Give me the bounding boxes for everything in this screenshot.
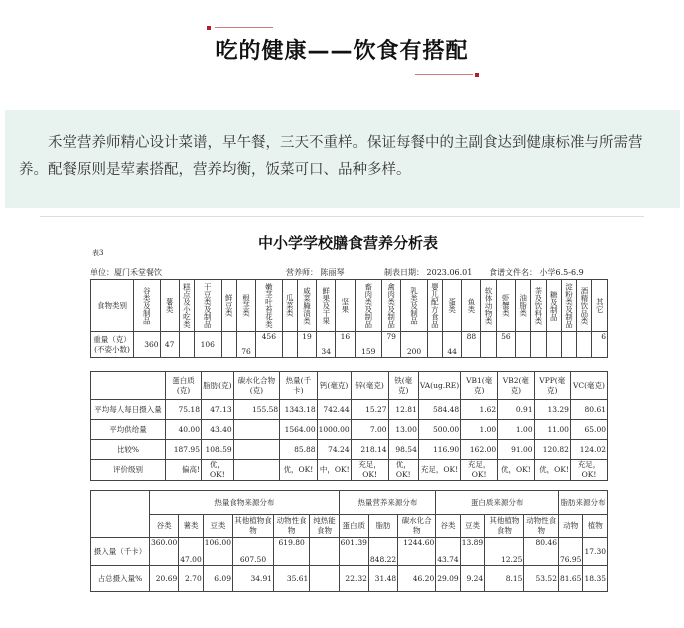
table-header-cell: 淀粉类及制品: [561, 280, 576, 332]
table-row: [91, 372, 608, 400]
table-cell: 40.00: [166, 420, 202, 440]
table-row: [91, 566, 608, 592]
table-header-cell: 脂肪(克): [201, 372, 233, 400]
table-cell: 607.50: [232, 538, 273, 566]
recipe-label: 食谱文件名： 小学6.5-6.9: [489, 268, 584, 277]
table-cell: 22.32: [339, 566, 368, 592]
table-row: [91, 491, 608, 515]
table-cell: [577, 332, 592, 358]
table-cell: 充足，OK!: [461, 460, 498, 481]
table-header-cell: 虾蟹类: [496, 280, 515, 332]
table-header-cell: 茶及饮料类: [531, 280, 546, 332]
table-cell: 81.65: [558, 566, 582, 592]
table-header-cell: 酒精饮品类: [577, 280, 592, 332]
table-cell: 优，OK!: [388, 460, 418, 481]
table-cell: 13.89: [460, 538, 484, 566]
nutrition-document: [88, 222, 608, 622]
table-header-cell: VA(ug.RE): [418, 372, 460, 400]
table-cell: [561, 332, 576, 358]
table-header-cell: 根茎类: [236, 280, 255, 332]
table-header-cell: 碳水化合物(克): [233, 372, 280, 400]
table-cell: 162.00: [461, 440, 498, 460]
table-cell: [282, 332, 297, 358]
table-cell: 108.59: [201, 440, 233, 460]
row-label: 平均每人每日摄入量: [91, 400, 166, 420]
table-cell: 200: [401, 332, 428, 358]
table-cell: 8.15: [485, 566, 524, 592]
table-row: [91, 280, 608, 332]
table-cell: 1000.00: [317, 420, 351, 440]
table-cell: 34: [317, 332, 336, 358]
group-header: 脂肪来源分布: [558, 491, 607, 515]
decor-line: [215, 27, 273, 28]
decor-mark: [475, 73, 479, 77]
table-header-cell: 油脂类: [515, 280, 530, 332]
table-row: [91, 332, 608, 358]
table-header-cell: 动物性食物: [274, 515, 310, 538]
table-cell: 6: [592, 332, 608, 358]
table-row: [91, 420, 608, 440]
table-row: [91, 515, 608, 538]
table-header-cell: 谷类及制品: [134, 280, 161, 332]
nutrient-table: [90, 371, 608, 481]
table-cell: 116.90: [418, 440, 460, 460]
table-header-cell: 鱼类: [462, 280, 481, 332]
table-cell: 80.61: [570, 400, 607, 420]
table-cell: 500.00: [418, 420, 460, 440]
table-header-cell: 软体动物类: [481, 280, 496, 332]
table-header-cell: VPP(毫克): [534, 372, 570, 400]
unit-label: 单位：厦门禾堂餐饮: [90, 268, 162, 277]
document-title: 中小学学校膳食营养分析表: [257, 234, 438, 252]
table-header-cell: 乳类及制品: [401, 280, 428, 332]
table-header-cell: VB1(毫克): [461, 372, 498, 400]
table-cell: 中，OK!: [317, 460, 351, 481]
table-cell: 优，OK!: [201, 460, 233, 481]
table-header-cell: 谷类: [150, 515, 179, 538]
table-cell: 1564.00: [280, 420, 317, 440]
table-header-cell: 婴儿配方食品: [427, 280, 442, 332]
table-cell: 43.74: [436, 538, 460, 566]
intro-box: [5, 110, 680, 208]
table-cell: 优，OK!: [280, 460, 317, 481]
row-label: 重量（克）(不姿小数): [91, 332, 134, 358]
table-header-cell: 薯类: [160, 280, 179, 332]
table-cell: 15.27: [351, 400, 388, 420]
table-header-cell: 薯类: [179, 515, 203, 538]
table-header-cell: VB2(毫克): [498, 372, 534, 400]
table-header-cell: 蛋类: [443, 280, 462, 332]
table-cell: 360.00: [150, 538, 179, 566]
table-header-cell: 嫩茎叶苔花类: [256, 280, 283, 332]
table-cell: 12.25: [485, 538, 524, 566]
table-cell: 充足，OK!: [418, 460, 460, 481]
table-row: [91, 460, 608, 481]
group-header: 热量食物来源分布: [150, 491, 340, 515]
table-header-cell: 豆类: [460, 515, 484, 538]
table-header-cell: 咸菜腌渍类: [297, 280, 316, 332]
table-row: [91, 538, 608, 566]
table-header-cell: 植物: [583, 515, 608, 538]
table-header-cell: 瓜菜类: [282, 280, 297, 332]
table-header-cell: [91, 491, 150, 538]
divider: [40, 216, 644, 217]
table-cell: 124.02: [570, 440, 607, 460]
table-cell: 34.91: [232, 566, 273, 592]
row-label: 摄入量（千卡）: [91, 538, 150, 566]
table-header-cell: 禽肉类及制品: [382, 280, 401, 332]
table-cell: 16: [336, 332, 355, 358]
nutritionist-label: 营养师： 陈丽琴: [286, 268, 345, 277]
row-label: 平均供给量: [91, 420, 166, 440]
table-header-cell: 其它: [592, 280, 608, 332]
table-cell: 75.18: [166, 400, 202, 420]
table-header-cell: VC(毫克): [570, 372, 607, 400]
table-cell: 56: [496, 332, 515, 358]
food-weight-table: [90, 279, 608, 358]
table-cell: 76: [236, 332, 255, 358]
table-cell: 1.00: [498, 420, 534, 440]
table-header-cell: 脂肪: [368, 515, 397, 538]
table-cell: 优，OK!: [498, 460, 534, 481]
table-cell: 11.00: [534, 420, 570, 440]
table-cell: 47.13: [201, 400, 233, 420]
table-cell: 2.70: [179, 566, 203, 592]
table-cell: 742.44: [317, 400, 351, 420]
decor-mark: [207, 26, 211, 30]
table-header-cell: 碳水化合物: [398, 515, 436, 538]
table-cell: 充足，OK!: [351, 460, 388, 481]
table-cell: 619.80: [274, 538, 310, 566]
section-heading: [0, 0, 684, 100]
table-cell: 47.00: [179, 538, 203, 566]
table-cell: 155.58: [233, 400, 280, 420]
table-header-cell: [91, 372, 166, 400]
table-cell: 47: [160, 332, 179, 358]
table-tag: 表3: [92, 249, 104, 257]
table-header-cell: 畜肉类及制品: [355, 280, 382, 332]
table-header-cell: 坚果: [336, 280, 355, 332]
table-cell: 29.09: [436, 566, 460, 592]
table-cell: [546, 332, 561, 358]
table-cell: 优，OK!: [534, 460, 570, 481]
table-header-cell: 动物性食物: [524, 515, 559, 538]
table-cell: 360: [134, 332, 161, 358]
table-cell: 584.48: [418, 400, 460, 420]
table-cell: 80.46: [524, 538, 559, 566]
table-cell: 13.00: [388, 420, 418, 440]
table-header-cell: 蛋白质: [339, 515, 368, 538]
table-cell: 35.61: [274, 566, 310, 592]
table-cell: 17.30: [583, 538, 608, 566]
table-header-cell: 蛋白质(克): [166, 372, 202, 400]
table-cell: 53.52: [524, 566, 559, 592]
decor-line: [415, 74, 473, 75]
table-cell: 18.35: [583, 566, 608, 592]
table-header-cell: 糕点及小吃类: [179, 280, 194, 332]
table-cell: 159: [355, 332, 382, 358]
table-header-cell: 锌(毫克): [351, 372, 388, 400]
table-cell: 12.81: [388, 400, 418, 420]
table-cell: 0.91: [498, 400, 534, 420]
intro-text: 禾堂营养师精心设计菜谱，早午餐，三天不重样。保证每餐中的主副食达到健康标准与所需营养。配餐原则是荤素搭配，营养均衡，饭菜可口、品种多样。: [19, 135, 643, 178]
table-cell: 1.62: [461, 400, 498, 420]
row-label: 评价级别: [91, 460, 166, 481]
table-cell: 456: [256, 332, 283, 358]
table-cell: [233, 420, 280, 440]
table-cell: [221, 332, 236, 358]
table-row: [91, 400, 608, 420]
table-cell: 79: [382, 332, 401, 358]
table-cell: 1343.18: [280, 400, 317, 420]
table-cell: 106: [195, 332, 222, 358]
group-header: 热量营养来源分布: [339, 491, 436, 515]
date-label: 制表日期： 2023.06.01: [384, 268, 473, 277]
table-header-cell: 鲜果及干果: [317, 280, 336, 332]
source-distribution-table: [90, 490, 608, 592]
table-header-cell: 食物类别: [91, 280, 134, 332]
table-cell: 7.00: [351, 420, 388, 440]
table-cell: 218.14: [351, 440, 388, 460]
table-cell: 74.24: [317, 440, 351, 460]
table-cell: [427, 332, 442, 358]
table-cell: [233, 460, 280, 481]
table-cell: 120.82: [534, 440, 570, 460]
table-header-cell: 热量(千卡): [280, 372, 317, 400]
table-cell: 46.20: [398, 566, 436, 592]
table-cell: 43.40: [201, 420, 233, 440]
table-cell: 85.88: [280, 440, 317, 460]
table-cell: 13.29: [534, 400, 570, 420]
table-header-cell: 纯热能食物: [310, 515, 339, 538]
table-cell: [481, 332, 496, 358]
table-cell: 187.95: [166, 440, 202, 460]
table-header-cell: 动物: [558, 515, 582, 538]
table-cell: [310, 538, 339, 566]
table-cell: [179, 332, 194, 358]
table-cell: 31.48: [368, 566, 397, 592]
table-cell: 20.69: [150, 566, 179, 592]
table-cell: 44: [443, 332, 462, 358]
table-cell: 88: [462, 332, 481, 358]
table-cell: [515, 332, 530, 358]
table-cell: 9.24: [460, 566, 484, 592]
table-cell: 848.22: [368, 538, 397, 566]
table-header-cell: 鲜豆类: [221, 280, 236, 332]
table-cell: 76.95: [558, 538, 582, 566]
page-title: 吃的健康——饮食有搭配: [215, 39, 469, 64]
table-cell: 601.39: [339, 538, 368, 566]
table-header-cell: 谷类: [436, 515, 460, 538]
table-cell: 91.00: [498, 440, 534, 460]
table-header-cell: 铁(毫克): [388, 372, 418, 400]
table-cell: 充足，OK!: [570, 460, 607, 481]
table-cell: 19: [297, 332, 316, 358]
table-cell: 98.54: [388, 440, 418, 460]
table-cell: [531, 332, 546, 358]
table-cell: [233, 440, 280, 460]
table-cell: [310, 566, 339, 592]
table-cell: 1244.60: [398, 538, 436, 566]
table-header-cell: 干豆类及制品: [195, 280, 222, 332]
row-label: 占总摄入量%: [91, 566, 150, 592]
row-label: 比较%: [91, 440, 166, 460]
table-cell: 65.00: [570, 420, 607, 440]
table-row: [91, 440, 608, 460]
table-header-cell: 糖及制品: [546, 280, 561, 332]
table-cell: 6.09: [203, 566, 232, 592]
table-header-cell: 钙(毫克): [317, 372, 351, 400]
table-cell: 偏高!: [166, 460, 202, 481]
table-header-cell: 其他植物食物: [485, 515, 524, 538]
table-header-cell: 其他植物食物: [232, 515, 273, 538]
table-header-cell: 豆类: [203, 515, 232, 538]
table-cell: 1.00: [461, 420, 498, 440]
table-cell: 106.00: [203, 538, 232, 566]
group-header: 蛋白质来源分布: [436, 491, 559, 515]
